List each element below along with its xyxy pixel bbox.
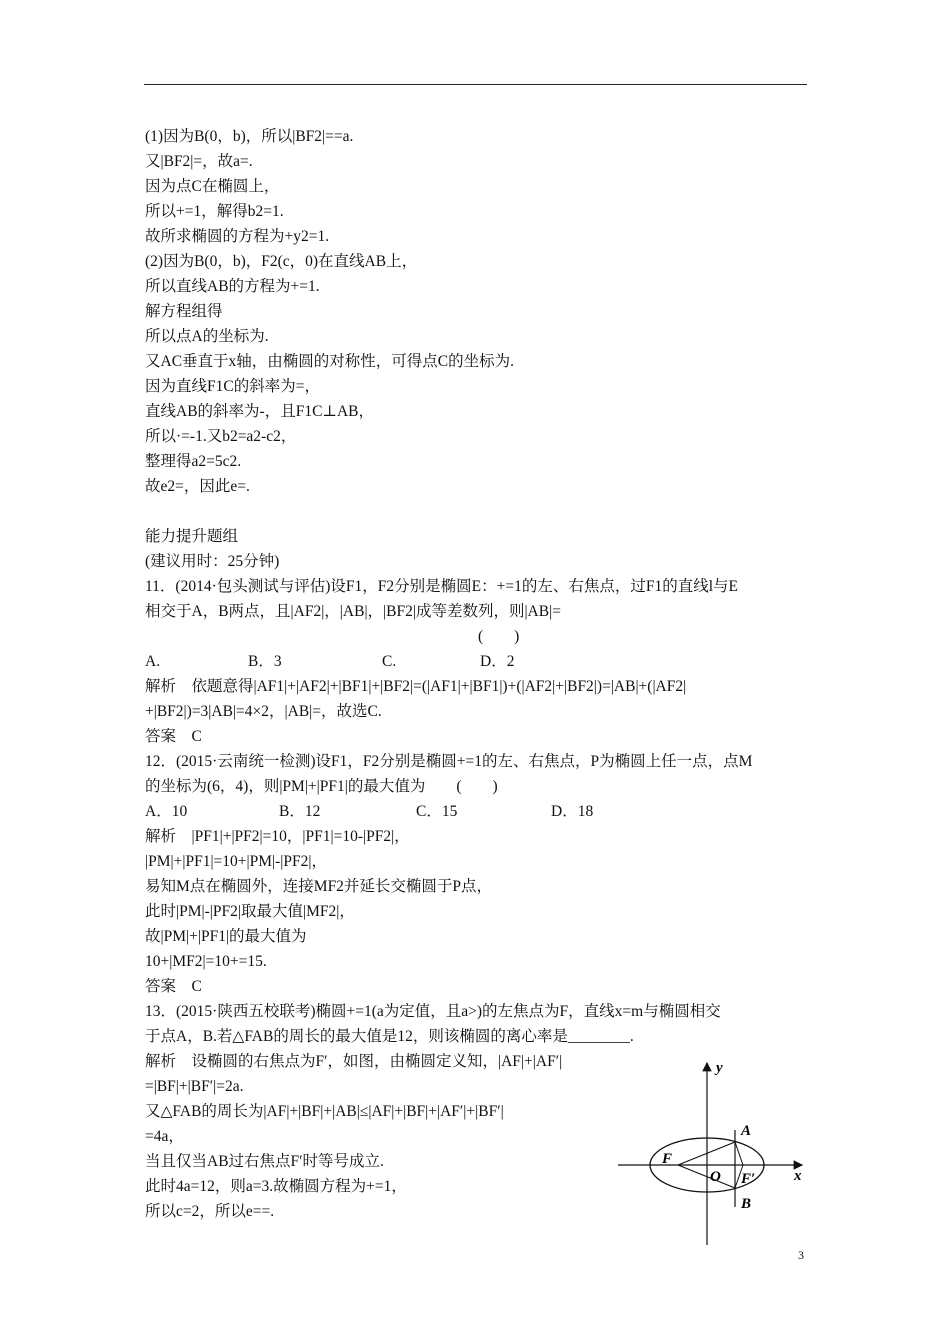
option-c: C. [382,653,397,670]
origin-label: O [710,1169,721,1185]
section-heading: 能力提升题组 [145,528,239,545]
option-b: B．3 [248,653,282,670]
solution-line: 易知M点在椭圆外，连接MF2并延长交椭圆于P点， [145,878,493,895]
text-line: 解方程组得 [145,303,223,320]
option-b: B．12 [279,803,321,820]
text-line: 因为直线F1C的斜率为=， [145,378,320,395]
text-line: 又|BF2|=，故a=. [145,153,253,170]
question-13-text: 于点A，B.若△FAB的周长的最大值是12，则该椭圆的离心率是________. [145,1028,634,1045]
answer-line: 答案 C [145,728,202,745]
option-d: D．2 [480,653,515,670]
option-a: A. [145,653,161,670]
page-number: 3 [798,1248,804,1262]
question-11-text: 11．(2014·包头测试与评估)设F1，F2分别是椭圆E：+=1的左、右焦点，过F1的直线l与E [145,578,738,595]
text-line: 故e2=，因此e=. [145,478,250,495]
option-d: D．18 [551,803,594,820]
text-line: 直线AB的斜率为-，且F1C⊥AB， [145,403,375,420]
text-line: 所以·=-1.又b2=a2-c2， [145,428,297,445]
segment-af-prime [735,1142,743,1165]
solution-line: 此时|PM|-|PF2|取最大值|MF2|， [145,903,355,920]
x-axis-label: x [794,1168,802,1184]
solution-line: 解析 |PF1|+|PF2|=10，|PF1|=10-|PF2|， [145,828,410,845]
solution-line: 所以c=2，所以e==. [145,1203,275,1220]
question-11-text: 相交于A，B两点，且|AF2|，|AB|，|BF2|成等差数列，则|AB|= [145,603,561,620]
text-line: 整理得a2=5c2. [145,453,242,470]
text-line: (1)因为B(0，b)，所以|BF2|==a. [145,128,354,145]
solution-line: 此时4a=12，则a=3.故椭圆方程为+=1， [145,1178,407,1195]
solution-line: =4a， [145,1128,184,1145]
option-a: A．10 [145,803,188,820]
solution-line: |PM|+|PF1|=10+|PM|-|PF2|， [145,853,327,870]
text-line: (2)因为B(0，b)，F2(c，0)在直线AB上， [145,253,418,270]
solution-line: 解析 依题意得|AF1|+|AF2|+|BF1|+|BF2|=(|AF1|+|BF1|)+(|AF2|+|BF2|)=|AB|+(|AF2| [145,678,687,695]
question-13-text: 13．(2015·陕西五校联考)椭圆+=1(a为定值，且a>)的左焦点为F，直线x=m与椭圆相交 [145,1003,721,1020]
solution-line: 又△FAB的周长为|AF|+|BF|+|AB|≤|AF|+|BF|+|AF′|+|BF′| [145,1103,504,1120]
answer-line: 答案 C [145,978,202,995]
point-a-label: A [741,1123,752,1139]
solution-line: 当且仅当AB过右焦点F′时等号成立. [145,1153,384,1170]
point-f-label: F [662,1151,673,1167]
solution-line: =|BF|+|BF′|=2a. [145,1078,244,1095]
solution-line: 故|PM|+|PF1|的最大值为 [145,928,307,945]
question-12-text: 12．(2015·云南统一检测)设F1，F2分别是椭圆+=1的左、右焦点，P为椭圆上任一点，点M [145,753,753,770]
ellipse-figure [610,1055,810,1250]
text-line: 故所求椭圆的方程为+y2=1. [145,228,330,245]
option-c: C．15 [416,803,458,820]
header-rule [144,84,807,85]
y-axis-label: y [716,1060,723,1076]
text-line: 所以直线AB的方程为+=1. [145,278,320,295]
text-line: 所以点A的坐标为. [145,328,269,345]
text-line: 又AC垂直于x轴，由椭圆的对称性，可得点C的坐标为. [145,353,514,370]
section-subheading: (建议用时：25分钟) [145,553,280,570]
point-b-label: B [741,1196,752,1212]
answer-bracket: ( ) [478,628,520,645]
solution-line: 10+|MF2|=10+=15. [145,953,267,970]
text-line: 因为点C在椭圆上， [145,178,280,195]
solution-line: +|BF2|)=3|AB|=4×2，|AB|=，故选C. [145,703,382,720]
question-12-text: 的坐标为(6，4)，则|PM|+|PF1|的最大值为 ( ) [145,778,498,795]
solution-line: 解析 设椭圆的右焦点为F′，如图，由椭圆定义知，|AF|+|AF′| [145,1053,563,1070]
text-line: 所以+=1，解得b2=1. [145,203,284,220]
point-f-prime-label: F′ [741,1171,756,1187]
